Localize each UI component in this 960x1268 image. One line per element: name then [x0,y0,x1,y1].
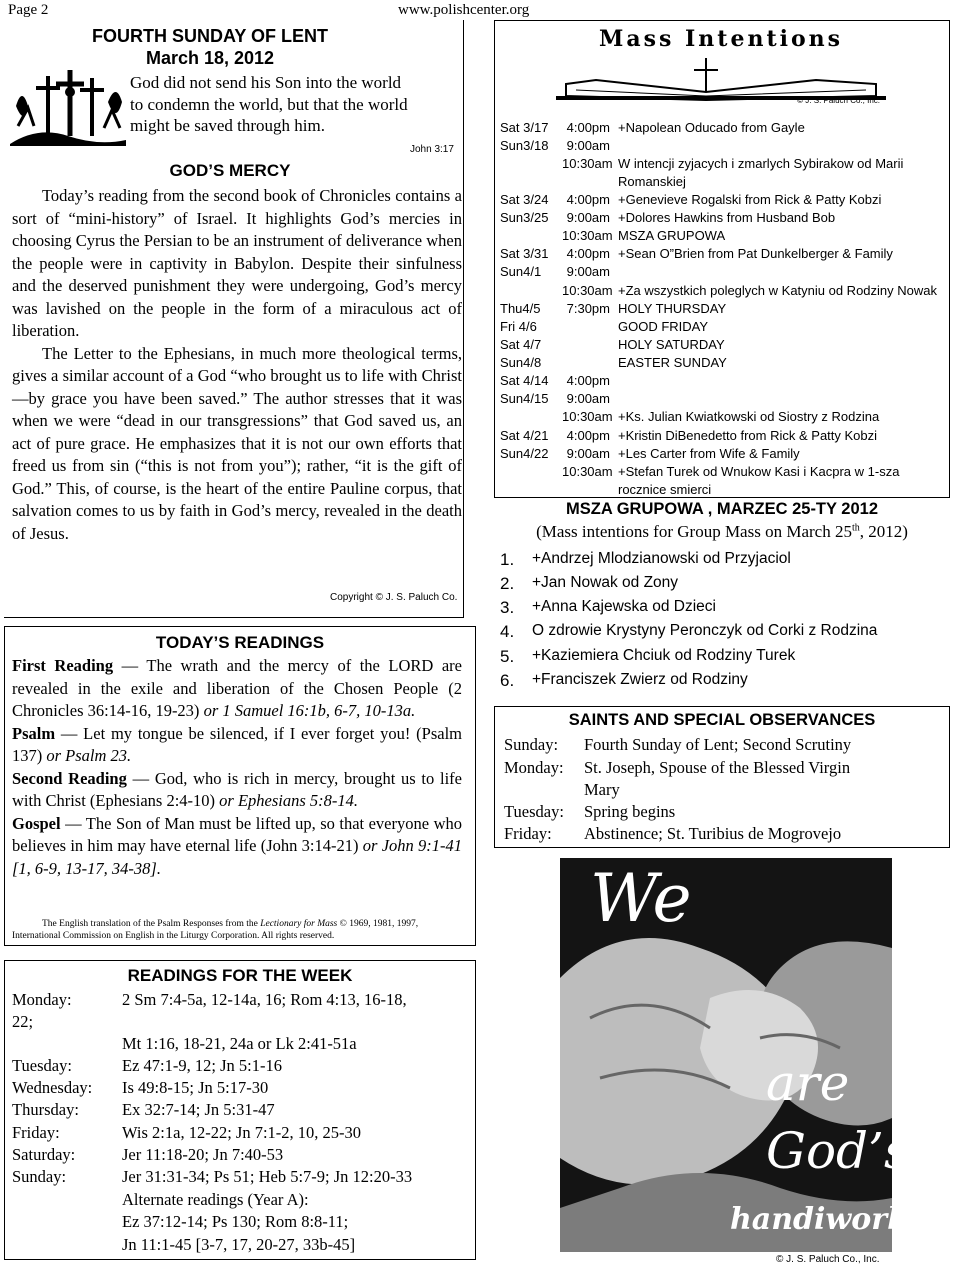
group-sub-sup: th [851,522,860,534]
group-mass-text: +Andrzej Mlodzianowski od Przyjaciol [532,550,791,567]
readings-body [12,655,462,880]
group-mass-number: 2. [500,574,515,593]
mass-intention: +Za wszystkich poleglych w Katyniu od Rodziny Nowak [618,283,938,298]
note-post: © 1969, 1981, 1997, International Commission on English in the Liturgy Corporation. All rights reserved. [12,919,419,941]
mass-day: Sun4/15 [500,391,549,406]
mass-day: Sat 3/17 [500,120,549,135]
mass-time: 9:00am [566,138,610,153]
first-reading [12,655,462,723]
psalm-label: Psalm [12,723,56,743]
week-title: READINGS FOR THE WEEK [127,966,353,985]
poster-word-we: We [590,860,692,937]
group-mass-number: 6. [500,671,515,690]
lent-quote-line: God did not send his Son into the world [130,73,402,92]
saint-text: Fourth Sunday of Lent; Second Scrutiny [584,735,852,754]
week-reading-text: Jer 11:18-20; Jn 7:40-53 [122,1145,284,1164]
mass-time: 4:00pm [566,373,610,388]
poster-word-gods: God’s [766,1122,910,1180]
group-mass-subtitle [494,522,950,542]
lent-copyright: Copyright © J. S. Paluch Co. [330,592,458,603]
mass-day: Sat 4/7 [500,337,542,352]
week-reading-day: Friday: [12,1123,60,1142]
mass-day: Sat 4/14 [500,373,549,388]
group-mass-number: 5. [500,647,515,666]
week-reading-text: Jer 31:31-34; Ps 51; Heb 5:7-9; Jn 12:20-33 [122,1167,413,1186]
lent-title: FOURTH SUNDAY OF LENT [91,26,328,46]
mass-time: 4:00pm [566,428,610,443]
mass-day: Sun4/22 [500,446,549,461]
mass-intention: MSZA GRUPOWA [618,228,726,243]
week-reading-text: Wis 2:1a, 12-22; Jn 7:1-2, 10, 25-30 [122,1123,362,1142]
poster-credit: © J. S. Paluch Co., Inc. [776,1254,880,1265]
handiwork-poster [560,858,910,1252]
poster-word-are: are [766,1054,850,1112]
mass-day: Sat 3/24 [500,192,549,207]
week-reading-text: 2 Sm 7:4-5a, 12-14a, 16; Rom 4:13, 16-18, [122,990,407,1009]
mass-time: 10:30am [562,156,613,171]
open-book-icon [556,52,886,102]
week-reading-day: Saturday: [12,1145,76,1164]
saint-day: Sunday: [504,735,559,754]
psalm-alt: or Psalm 23. [46,746,132,765]
second-reading [12,768,462,813]
lent-quote-line: might be saved through him. [130,116,326,135]
poster-word-handiwork: handiwork [730,1202,908,1237]
lent-quote-line: to condemn the world, but that the world [130,94,408,114]
readings-title: TODAY’S READINGS [155,633,325,652]
mercy-paragraph-1 [12,185,462,545]
mass-time: 10:30am [562,283,613,298]
group-mass-number: 1. [500,550,515,569]
group-mass-text: +Jan Nowak od Zony [532,574,679,591]
psalm [12,723,462,768]
mass-intention: +Stefan Turek od Wnukow Kasi i Kacpra w 1-sza [618,464,900,479]
saint-text: Abstinence; St. Turibius de Mogrovejo [584,824,842,843]
mass-day: Thu4/5 [500,301,541,316]
saint-day: Tuesday: [504,802,564,821]
week-reading-day: Wednesday: [12,1078,93,1097]
week-reading-text: Jn 11:1-45 [3-7, 17, 20-27, 33b-45] [122,1235,356,1254]
note-italic: Lectionary for Mass [260,919,338,929]
gospel-label: Gospel [12,813,61,833]
group-sub-pre: (Mass intentions for Group Mass on March 25 [536,522,852,541]
group-mass-title: MSZA GRUPOWA , MARZEC 25-TY 2012 [565,500,879,518]
week-reading-text: Mt 1:16, 18-21, 24a or Lk 2:41-51a [122,1034,357,1053]
saint-day: Friday: [504,824,552,843]
mass-intention: +Kristin DiBenedetto from Rick & Patty Kobzi [618,428,878,443]
gospel [12,813,462,881]
second-reading-text: — God, who is rich in mercy, brought us to life with Christ (Ephesians 2:4-10) [12,768,462,810]
saint-text: Spring begins [584,802,676,821]
mass-day: Sun3/25 [500,210,549,225]
mass-time: 4:00pm [566,246,610,261]
psalm-text: — Let my tongue be silenced, if I ever forget you! (Psalm 137) [12,723,462,765]
mass-time: 9:00am [566,446,610,461]
mass-day: Sat 3/31 [500,246,549,261]
mass-banner-title: Mass Intentions [598,26,844,52]
mass-intention: rocznice smierci [618,482,712,497]
mass-intention: Romanskiej [618,174,686,189]
mass-intention: GOOD FRIDAY [618,319,709,334]
mass-day: Sun3/18 [500,138,549,153]
mass-time: 10:30am [562,464,613,479]
group-mass-number: 4. [500,622,515,641]
week-reading-day: 22; [12,1012,34,1031]
week-reading-text: Alternate readings (Year A): [122,1190,309,1209]
mass-intention: +Dolores Hawkins from Husband Bob [618,210,836,225]
page-number: Page 2 [8,2,49,18]
group-mass-text: O zdrowie Krystyny Peronczyk od Corki z Rodzina [532,622,878,639]
website-url[interactable]: www.polishcenter.org [398,2,530,18]
mass-banner [556,26,886,108]
mass-time: 7:30pm [566,301,610,316]
week-reading-text: Ex 32:7-14; Jn 5:31-47 [122,1100,275,1119]
week-reading-text: Is 49:8-15; Jn 5:17-30 [122,1078,269,1097]
mass-intention: +Napolean Oducado from Gayle [618,120,805,135]
crucifixion-illustration [8,66,128,146]
mass-intention: EASTER SUNDAY [618,355,727,370]
mass-time: 9:00am [566,210,610,225]
mass-banner-credit: © J. S. Paluch Co., Inc. [797,96,880,105]
lent-quote [130,72,460,137]
mass-intention: +Les Carter from Wife & Family [618,446,800,461]
group-mass-number: 3. [500,598,515,617]
mass-time: 9:00am [566,391,610,406]
week-reading-day: Thursday: [12,1100,79,1119]
mass-intention: W intencji zyjacych i zmarlych Sybirakow od Marii [618,156,904,171]
group-sub-post: , 2012) [859,522,908,541]
mercy-p2-text: The Letter to the Ephesians, in much more theological terms, gives a similar account of a God “who brought us to life with Christ—by grace you have been saved.” The author stresses that it was when we were “dead in our transgressions” that God saved us, an act of pure grace. He emphasizes that it is not our own efforts that freed us from sin (“this is not from you”); rather, “it is the gift of God.” This, of course, is the heart of the entire Pauline corpus, that salvation comes to us by faith in God’s mercy, revealed in the death of Jesus. [12,343,462,543]
mass-time: 4:00pm [566,120,610,135]
group-mass-text: +Kaziemiera Chciuk od Rodziny Turek [532,647,796,664]
mass-day: Sun4/8 [500,355,542,370]
mass-intention: HOLY SATURDAY [618,337,725,352]
mass-intention: +Genevieve Rogalski from Rick & Patty Kobzi [618,192,882,207]
saints-title: SAINTS AND SPECIAL OBSERVANCES [568,711,876,729]
week-reading-day: Sunday: [12,1167,67,1186]
week-reading-day: Monday: [12,990,72,1009]
note-pre: The English translation of the Psalm Responses from the [42,919,261,929]
mass-day: Fri 4/6 [500,319,537,334]
mass-intention: HOLY THURSDAY [618,301,727,316]
mass-time: 10:30am [562,228,613,243]
mass-time: 10:30am [562,409,613,424]
mass-day: Sun4/1 [500,264,542,279]
saint-text: St. Joseph, Spouse of the Blessed Virgin [584,758,851,777]
first-reading-alt: or 1 Samuel 16:1b, 6-7, 10-13a. [203,701,416,720]
week-reading-day: Tuesday: [12,1056,72,1075]
first-reading-label: First Reading [12,656,114,675]
second-reading-alt: or Ephesians 5:8-14. [219,791,359,810]
lectionary-note [12,918,464,942]
saint-day: Monday: [504,758,564,777]
mass-time: 9:00am [566,264,610,279]
lent-quote-ref: John 3:17 [410,144,454,155]
week-reading-text: Ez 47:1-9, 12; Jn 5:1-16 [122,1056,282,1075]
mass-day: Sat 4/21 [500,428,549,443]
group-mass-text: +Franciszek Zwierz od Rodziny [532,671,748,688]
mercy-title: GOD’S MERCY [169,161,291,180]
saint-text: Mary [584,780,620,799]
mass-intention: +Sean O”Brien from Pat Dunkelberger & Family [618,246,893,261]
mercy-p1-text: Today’s reading from the second book of Chronicles contains a sort of “mini-history” of Israel. It highlights God’s mercies in choosing Cyrus the Persian to be an instrument of deliverance when the people were in captivity in Babylon. Despite their sinfulness and the deserved punishment they were undergoing, God’s mercy was lavished on the people in the form of a miraculous act of liberation. [12,186,462,340]
week-reading-text: Ez 37:12-14; Ps 130; Rom 8:8-11; [122,1212,349,1231]
gospel-text: — The Son of Man must be lifted up, so that everyone who believes in him may have eternal life (John 3:14-21) [12,813,462,855]
group-mass-text: +Anna Kajewska od Dzieci [532,598,716,615]
mass-intention: +Ks. Julian Kwiatkowski od Siostry z Rodzina [618,409,880,424]
mass-time: 4:00pm [566,192,610,207]
second-reading-label: Second Reading [12,768,127,788]
lent-date: March 18, 2012 [145,48,275,68]
gospel-alt: or John 9:1-41 [1, 6-9, 13-17, 34-38]. [12,836,463,878]
first-reading-text: — The wrath and the mercy of the LORD are revealed in the exile and liberation of the Chosen People (2 Chronicles 36:14-16, 19-23) [12,656,462,720]
